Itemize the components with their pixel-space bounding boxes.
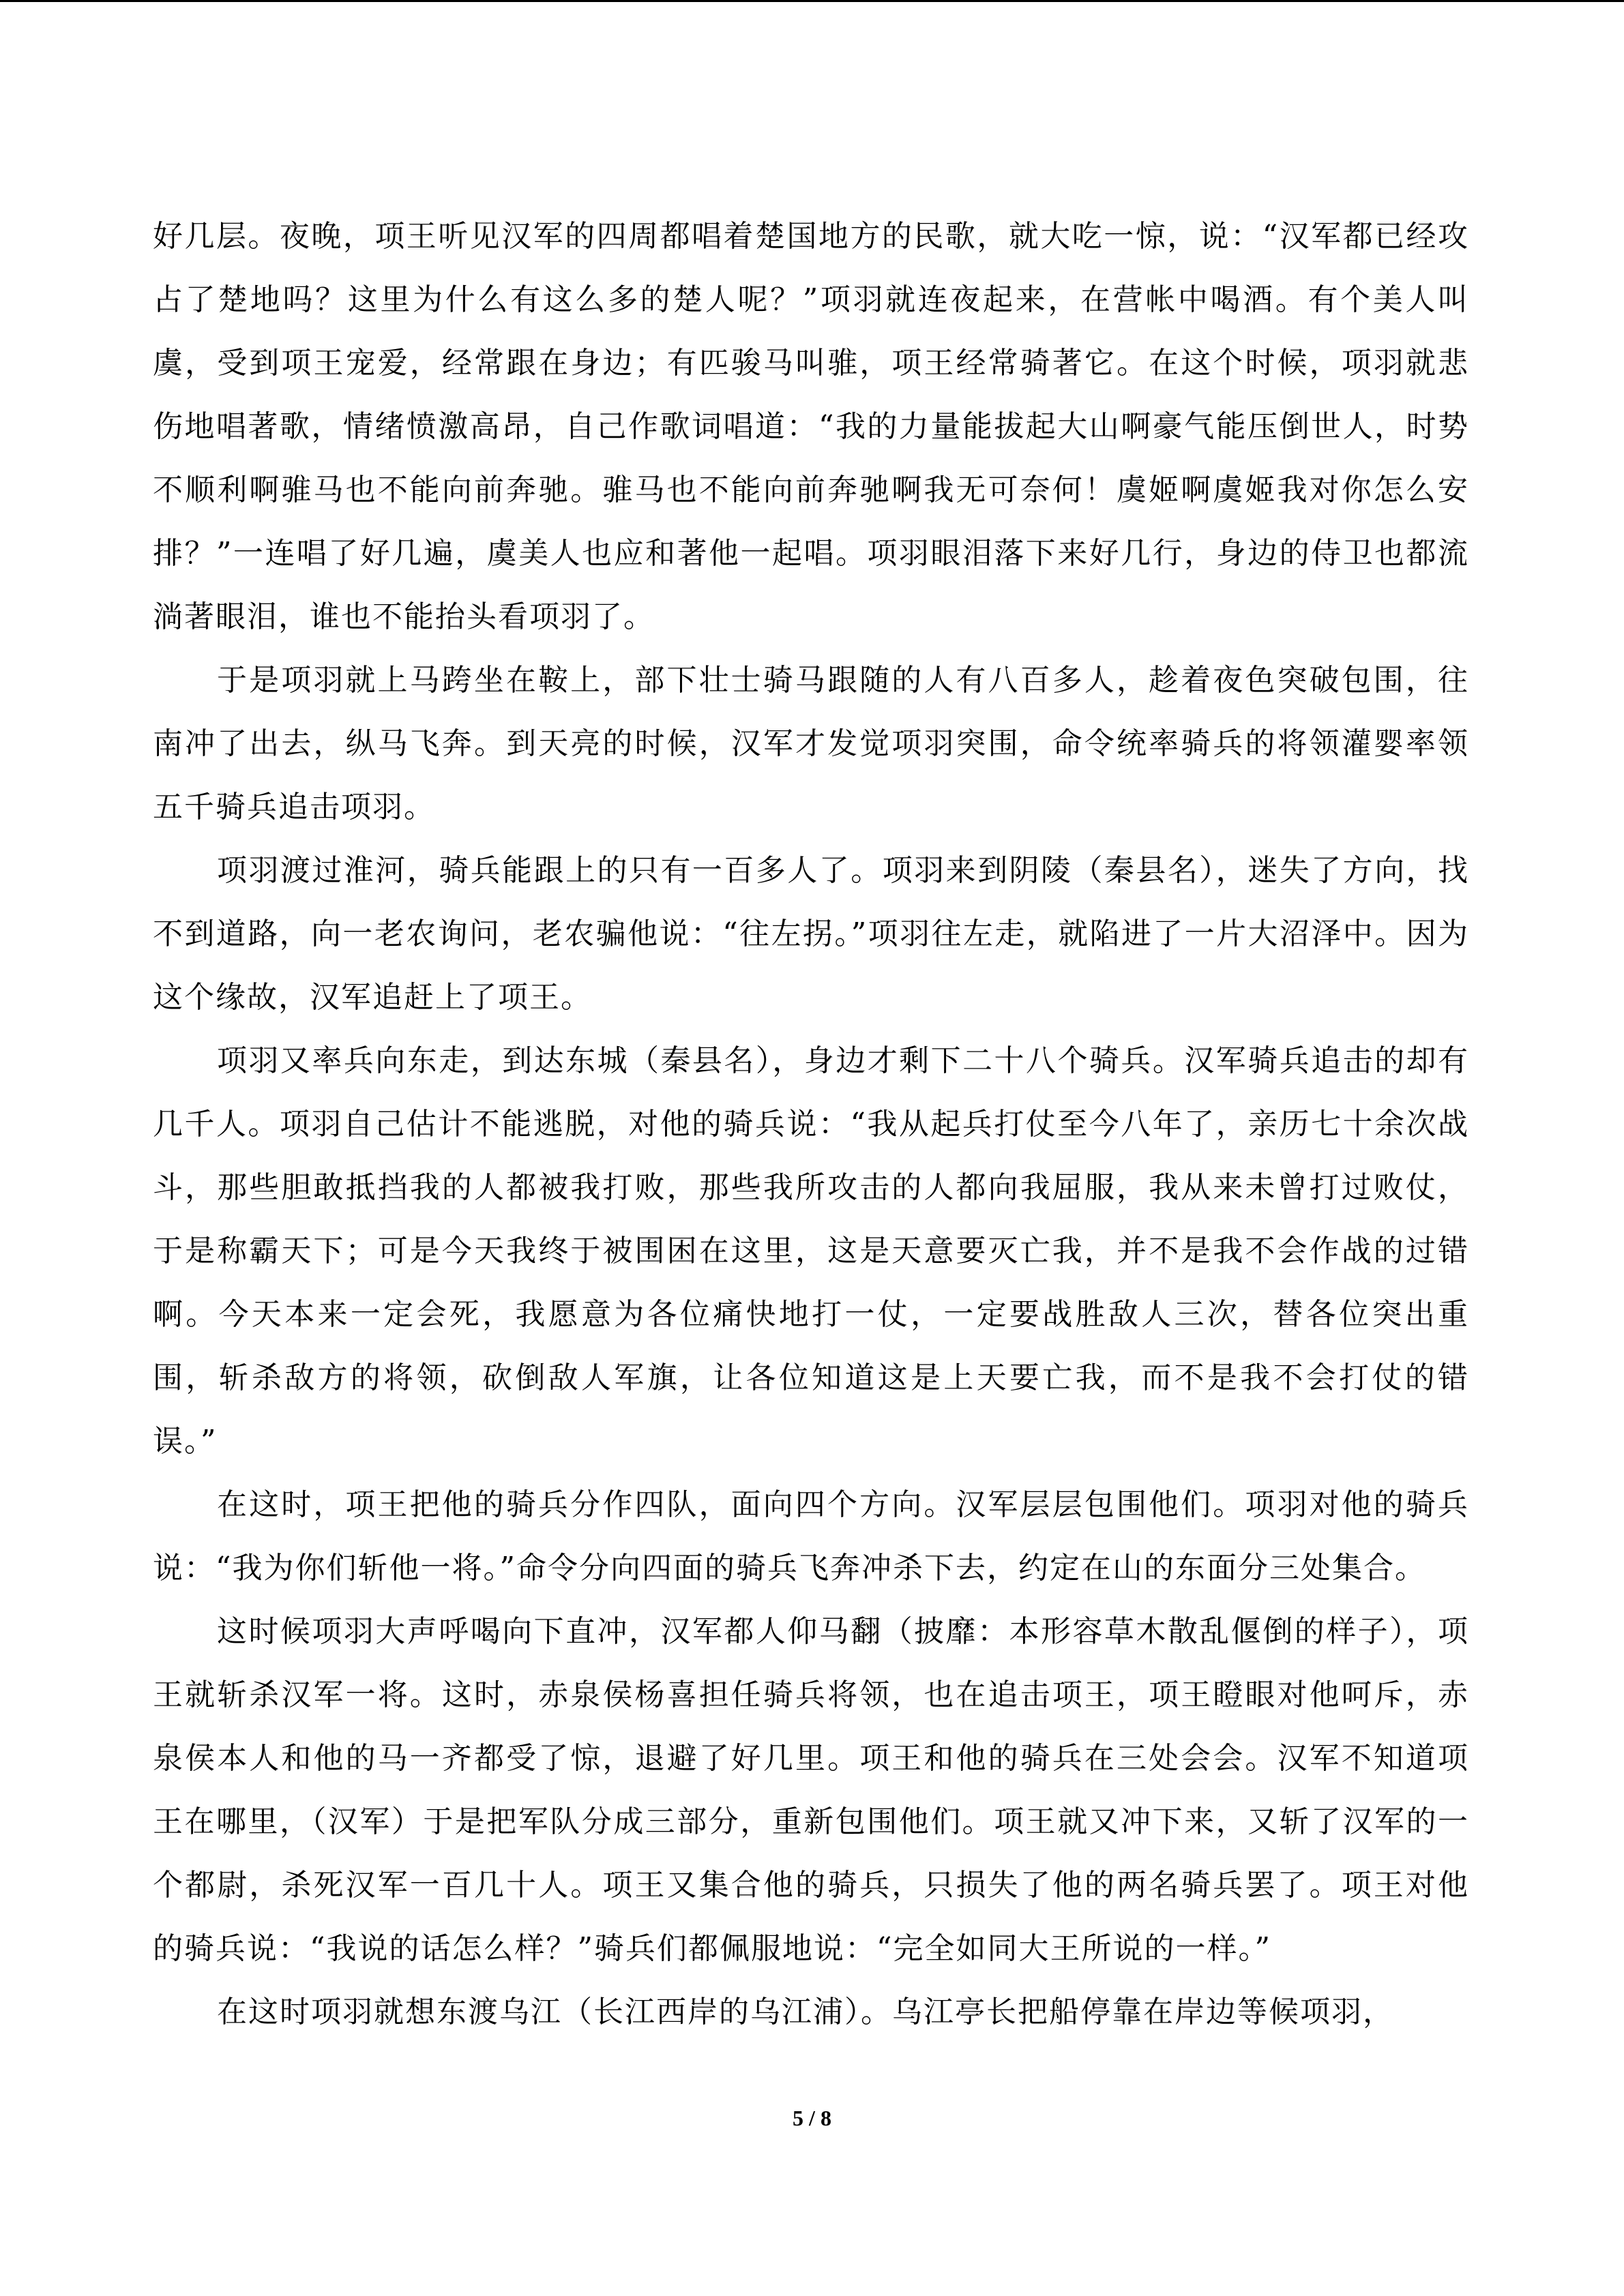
top-border-rule	[0, 0, 1624, 2]
paragraph-1: 好几层。夜晚，项王听见汉军的四周都唱着楚国地方的民歌，就大吃一惊，说：“汉军都已经攻占了楚地吗？这里为什么有这么多的楚人呢？”项羽就连夜起来，在营帐中喝酒。有个美人叫虞，受到项王宠爱，经常跟在身边；有匹骏马叫骓，项王经常骑著它。在这个时候，项羽就悲伤地唱著歌，情绪愤激高昂，自己作歌词唱道：“我的力量能拔起大山啊豪气能压倒世人，时势不顺利啊骓马也不能向前奔驰。骓马也不能向前奔驰啊我无可奈何！虞姬啊虞姬我对你怎么安排？”一连唱了好几遍，虞美人也应和著他一起唱。项羽眼泪落下来好几行，身边的侍卫也都流淌著眼泪，谁也不能抬头看项羽了。	[153, 219, 1469, 634]
page-number: 5 / 8	[793, 2106, 831, 2130]
paragraph-4: 项羽又率兵向东走，到达东城（秦县名），身边才剩下二十八个骑兵。汉军骑兵追击的却有几千人。项羽自己估计不能逃脱，对他的骑兵说：“我从起兵打仗至今八年了，亲历七十余次战斗，那些胆敢抵挡我的人都被我打败，那些我所攻击的人都向我屈服，我从来未曾打过败仗，于是称霸天下；可是今天我终于被围困在这里，这是天意要灭亡我，并不是我不会作战的过错啊。今天本来一定会死，我愿意为各位痛快地打一仗，一定要战胜敌人三次，替各位突出重围，斩杀敌方的将领，砍倒敌人军旗，让各位知道这是上天要亡我，而不是我不会打仗的错误。”	[153, 1043, 1469, 1459]
paragraph-5: 在这时，项王把他的骑兵分作四队，面向四个方向。汉军层层包围他们。项羽对他的骑兵说：“我为你们斩他一将。”命令分向四面的骑兵飞奔冲杀下去，约定在山的东面分三处集合。	[153, 1487, 1469, 1585]
paragraph-2: 于是项羽就上马跨坐在鞍上，部下壮士骑马跟随的人有八百多人，趁着夜色突破包围，往南冲了出去，纵马飞奔。到天亮的时候，汉军才发觉项羽突围，命令统率骑兵的将领灌婴率领五千骑兵追击项羽。	[153, 663, 1469, 824]
document-body	[153, 205, 1469, 2044]
paragraph-7: 在这时项羽就想东渡乌江（长江西岸的乌江浦）。乌江亭长把船停靠在岸边等候项羽，	[217, 1995, 1394, 2029]
paragraph-6: 这时候项羽大声呼喝向下直冲，汉军都人仰马翻（披靡：本形容草木散乱偃倒的样子），项王就斩杀汉军一将。这时，赤泉侯杨喜担任骑兵将领，也在追击项王，项王瞪眼对他呵斥，赤泉侯本人和他的马一齐都受了惊，退避了好几里。项王和他的骑兵在三处会会。汉军不知道项王在哪里，（汉军）于是把军队分成三部分，重新包围他们。项王就又冲下来，又斩了汉军的一个都尉，杀死汉军一百几十人。项王又集合他的骑兵，只损失了他的两名骑兵罢了。项王对他的骑兵说：“我说的话怎么样？”骑兵们都佩服地说：“完全如同大王所说的一样。”	[153, 1614, 1469, 1966]
paragraph-3: 项羽渡过淮河，骑兵能跟上的只有一百多人了。项羽来到阴陵（秦县名），迷失了方向，找不到道路，向一老农询问，老农骗他说：“往左拐。”项羽往左走，就陷进了一片大沼泽中。因为这个缘故，汉军追赶上了项王。	[153, 853, 1469, 1015]
